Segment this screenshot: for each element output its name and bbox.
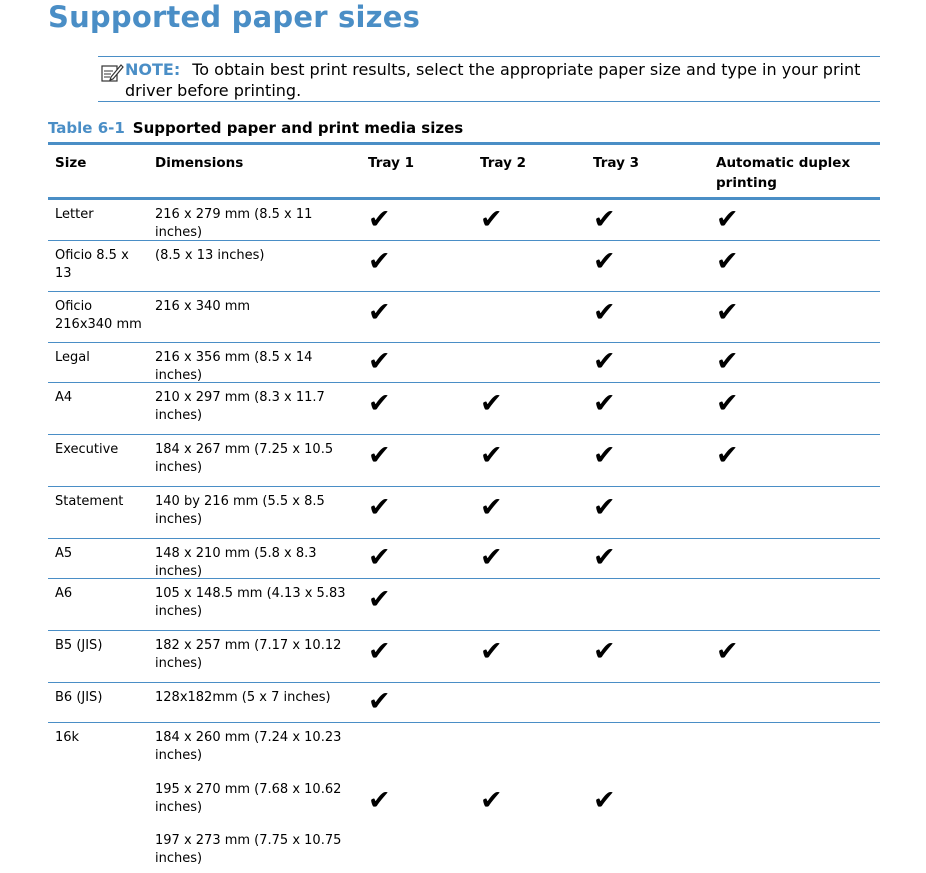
dimensions-cell: 184 x 260 mm (7.24 x 10.23 inches) [155,730,342,763]
table-header [48,145,880,200]
table-caption-text: Supported paper and print media sizes [132,119,464,137]
check-icon: ✔ [593,542,616,573]
check-icon: ✔ [480,440,503,471]
check-icon: ✔ [480,388,503,419]
table-row [48,487,880,539]
table-row [48,292,880,343]
check-icon: ✔ [480,204,503,235]
header-dimensions: Dimensions [155,155,244,171]
table-row [48,241,880,292]
note-box [98,56,880,102]
dimensions-cell: 195 x 270 mm (7.68 x 10.62 inches) [155,782,342,815]
check-icon: ✔ [593,246,616,277]
size-cell: Legal [55,350,90,365]
table-row [48,683,880,723]
table-row [48,539,880,579]
check-icon: ✔ [593,785,616,816]
table-row [48,383,880,435]
table-row [48,631,880,683]
size-cell: A6 [55,586,73,601]
dimensions-cell: 184 x 267 mm (7.25 x 10.5 inches) [155,442,334,475]
size-cell: 16k [55,730,80,745]
check-icon: ✔ [480,542,503,573]
table-caption [48,119,463,137]
check-icon: ✔ [480,492,503,523]
check-icon: ✔ [593,492,616,523]
header-size: Size [55,155,87,171]
dimensions-cell: 128x182mm (5 x 7 inches) [155,690,331,705]
check-icon: ✔ [716,297,739,328]
size-cell: Letter [55,207,94,222]
check-icon: ✔ [368,246,391,277]
check-icon: ✔ [368,542,391,573]
size-cell: Oficio 216x340 mm [55,299,142,332]
note-text [125,59,875,101]
page-title: Supported paper sizes [48,0,421,34]
check-icon: ✔ [593,297,616,328]
check-icon: ✔ [368,440,391,471]
note-pencil-icon [100,62,124,84]
dimensions-cell: 216 x 340 mm [155,299,251,314]
check-icon: ✔ [716,246,739,277]
size-cell: Oficio 8.5 x 13 [55,248,129,281]
size-cell: Executive [55,442,119,457]
table-row [48,723,880,873]
dimensions-cell: 105 x 148.5 mm (4.13 x 5.83 inches) [155,586,346,619]
dimensions-cell: (8.5 x 13 inches) [155,248,265,263]
size-cell: B6 (JIS) [55,690,103,705]
check-icon: ✔ [593,346,616,377]
size-cell: Statement [55,494,124,509]
header-tray3: Tray 3 [593,155,639,171]
check-icon: ✔ [716,346,739,377]
check-icon: ✔ [593,636,616,667]
dimensions-cell: 197 x 273 mm (7.75 x 10.75 inches) [155,833,342,866]
dimensions-cell: 182 x 257 mm (7.17 x 10.12 inches) [155,638,342,671]
check-icon: ✔ [480,785,503,816]
table-number: Table 6-1 [48,119,125,137]
table-row [48,579,880,631]
check-icon: ✔ [716,440,739,471]
check-icon: ✔ [593,388,616,419]
check-icon: ✔ [593,204,616,235]
size-cell: A5 [55,546,73,561]
dimensions-cell: 148 x 210 mm (5.8 x 8.3 inches) [155,546,317,579]
size-cell: A4 [55,390,73,405]
note-label: NOTE: [125,60,181,79]
check-icon: ✔ [368,636,391,667]
check-icon: ✔ [368,686,391,717]
dimensions-cell: 140 by 216 mm (5.5 x 8.5 inches) [155,494,325,527]
check-icon: ✔ [368,584,391,615]
dimensions-cell: 210 x 297 mm (8.3 x 11.7 inches) [155,390,325,423]
dimensions-cell: 216 x 356 mm (8.5 x 14 inches) [155,350,313,383]
header-tray1: Tray 1 [368,155,414,171]
check-icon: ✔ [716,388,739,419]
table-row [48,343,880,383]
header-duplex: Automatic duplex printing [716,155,851,191]
check-icon: ✔ [368,204,391,235]
table-row [48,435,880,487]
check-icon: ✔ [716,636,739,667]
check-icon: ✔ [368,492,391,523]
check-icon: ✔ [593,440,616,471]
check-icon: ✔ [716,204,739,235]
paper-sizes-table [48,142,880,873]
dimensions-cell: 216 x 279 mm (8.5 x 11 inches) [155,207,313,240]
table-row [48,200,880,241]
size-cell: B5 (JIS) [55,638,103,653]
check-icon: ✔ [368,297,391,328]
header-tray2: Tray 2 [480,155,526,171]
note-body: To obtain best print results, select the appropriate paper size and type in your print driver before printing. [125,60,861,100]
check-icon: ✔ [368,388,391,419]
check-icon: ✔ [368,346,391,377]
check-icon: ✔ [368,785,391,816]
check-icon: ✔ [480,636,503,667]
